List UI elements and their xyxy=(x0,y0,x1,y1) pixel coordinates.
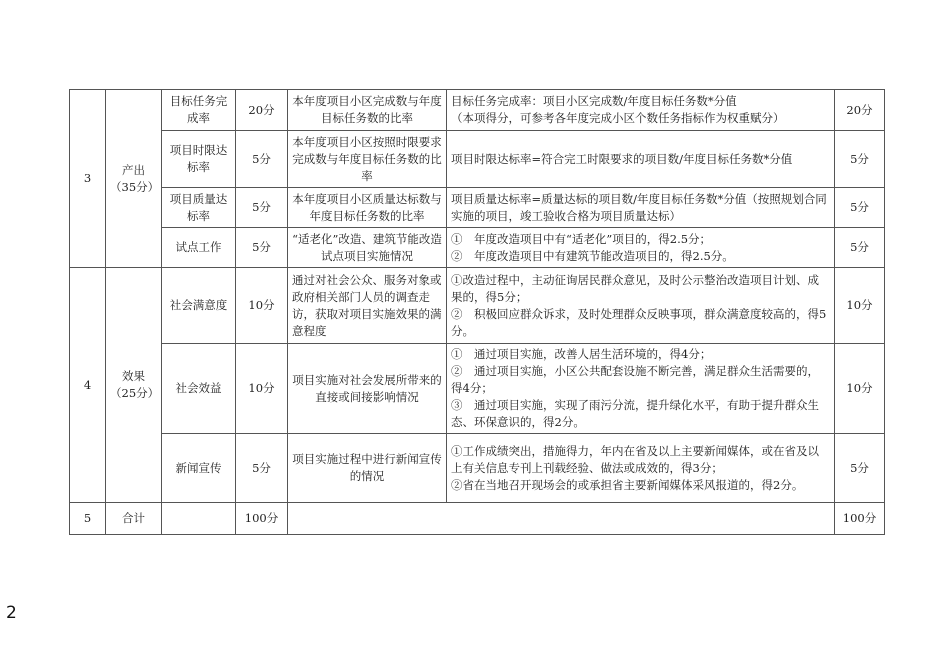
full-score-cell: 5分 xyxy=(835,131,885,188)
score-cell: 5分 xyxy=(236,188,288,228)
full-score-cell: 20分 xyxy=(835,90,885,131)
table-row xyxy=(70,268,885,344)
standard-cell: 目标任务完成率：项目小区完成数/年度目标任务数*分值 （本项得分，可参考各年度完成小区个数任务指标作为权重赋分） xyxy=(447,90,835,131)
page-number: 2 xyxy=(6,603,17,623)
table-row xyxy=(70,131,885,188)
indicator-cell: 项目质量达标率 xyxy=(162,188,236,228)
standard-cell: ① 年度改造项目中有“适老化”项目的，得2.5分； ② 年度改造项目中有建筑节能改造项目的，得2.5分。 xyxy=(447,228,835,268)
full-score-cell: 5分 xyxy=(835,434,885,503)
standard-cell: ①改造过程中，主动征询居民群众意见，及时公示整治改造项目计划、成果的，得5分； ② 积极回应群众诉求，及时处理群众反映事项，群众满意度较高的，得5分。 xyxy=(447,268,835,344)
table-row xyxy=(70,344,885,434)
definition-cell: “适老化”改造、建筑节能改造试点项目实施情况 xyxy=(288,228,447,268)
empty-cell xyxy=(288,503,835,535)
score-cell: 100分 xyxy=(236,503,288,535)
standard-cell: ① 通过项目实施，改善人居生活环境的，得4分； ② 通过项目实施，小区公共配套设施不断完善，满足群众生活需要的，得4分； ③ 通过项目实施，实现了雨污分流，提升绿化水平，有助于提升群众生态、环保意识的，得2分。 xyxy=(447,344,835,434)
score-cell: 10分 xyxy=(236,268,288,344)
indicator-cell xyxy=(162,503,236,535)
full-score-cell: 5分 xyxy=(835,228,885,268)
table-row xyxy=(70,228,885,268)
full-score-cell: 5分 xyxy=(835,188,885,228)
full-score-cell: 10分 xyxy=(835,268,885,344)
definition-cell: 本年度项目小区按照时限要求完成数与年度目标任务数的比率 xyxy=(288,131,447,188)
indicator-cell: 项目时限达标率 xyxy=(162,131,236,188)
standard-cell: 项目时限达标率=符合完工时限要求的项目数/年度目标任务数*分值 xyxy=(447,131,835,188)
score-cell: 5分 xyxy=(236,434,288,503)
row-number: 3 xyxy=(70,90,106,268)
definition-cell: 通过对社会公众、服务对象或政府相关部门人员的调查走访，获取对项目实施效果的满意程度 xyxy=(288,268,447,344)
definition-cell: 项目实施过程中进行新闻宣传的情况 xyxy=(288,434,447,503)
definition-cell: 项目实施对社会发展所带来的直接或间接影响情况 xyxy=(288,344,447,434)
table-row xyxy=(70,188,885,228)
indicator-cell: 新闻宣传 xyxy=(162,434,236,503)
standard-cell: 项目质量达标率=质量达标的项目数/年度目标任务数*分值（按照规划合同实施的项目，竣工验收合格为项目质量达标） xyxy=(447,188,835,228)
category-cell: 效果（25分） xyxy=(106,268,162,503)
standard-cell: ①工作成绩突出，措施得力，年内在省及以上主要新闻媒体，或在省及以上有关信息专刊上刊载经验、做法或成效的，得3分； ②省在当地召开现场会的或承担省主要新闻媒体采风报道的，得2分。 xyxy=(447,434,835,503)
indicator-cell: 目标任务完成率 xyxy=(162,90,236,131)
score-cell: 5分 xyxy=(236,131,288,188)
row-number: 4 xyxy=(70,268,106,503)
row-number: 5 xyxy=(70,503,106,535)
definition-cell: 本年度项目小区质量达标数与年度目标任务数的比率 xyxy=(288,188,447,228)
score-cell: 10分 xyxy=(236,344,288,434)
definition-cell: 本年度项目小区完成数与年度目标任务数的比率 xyxy=(288,90,447,131)
score-cell: 5分 xyxy=(236,228,288,268)
full-score-cell: 100分 xyxy=(835,503,885,535)
indicator-cell: 社会效益 xyxy=(162,344,236,434)
full-score-cell: 10分 xyxy=(835,344,885,434)
indicator-cell: 社会满意度 xyxy=(162,268,236,344)
evaluation-table xyxy=(69,89,885,535)
category-cell: 产出（35分） xyxy=(106,90,162,268)
score-cell: 20分 xyxy=(236,90,288,131)
indicator-cell: 试点工作 xyxy=(162,228,236,268)
table-row xyxy=(70,434,885,503)
table-row xyxy=(70,90,885,131)
category-cell: 合计 xyxy=(106,503,162,535)
table-row xyxy=(70,503,885,535)
